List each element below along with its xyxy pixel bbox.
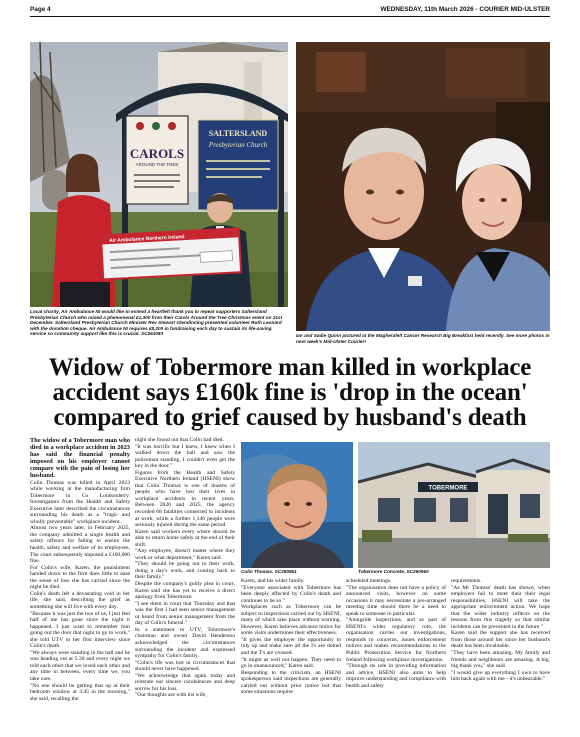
article-lead: The widow of a Tobermore man who died in a workplace accident in 2023 has said the financial penalty imposed on his employer cannot compare with the pain of losing her husband. bbox=[30, 437, 131, 480]
photo-colin-thomas bbox=[241, 442, 353, 568]
article-column-3 bbox=[241, 578, 341, 696]
paragraph: Despite the company's guilty plea in court, Karen said she has yet to receive a direct apology from Tobermore. bbox=[135, 581, 235, 601]
paragraph: "As Mr Thomas' death has shown, when employers fail to meet their their legal responsibilities, HSENI will take the appropriate enforcement action. We hope that the wider industry reflects on the lessons from this tragedy so that similar incidents can be prevented in the future." bbox=[451, 584, 550, 630]
church-sign-subtitle: Presbyterian Church bbox=[208, 141, 268, 149]
paragraph: scheduled meetings. bbox=[346, 578, 392, 584]
paragraph: "No one should be getting that up at their bedroom window at 3:45 in the morning," she said, recalling the bbox=[30, 682, 130, 702]
paragraph: "Because it was just the two of us, I just feel half of me has gone since the night it happened. I just want to remember him going out the door that night to go to work," she told UTV in her first interview since Colin's death. bbox=[30, 610, 130, 650]
paragraph: Karen said the support she has received from those around her since her husband's death has been invaluable. bbox=[451, 630, 550, 650]
paragraph: Figures from the Health and Safety Executive Northern Ireland (HSENI) show that Colin Thomas is one of dozens of people who have lost their lives in workplace accidents in recent years. Between 2020 and 2025, the agency recorded 68 fatalities connected to incidents at work, while a further 1,146 people were seriously injured during the same period. bbox=[135, 469, 235, 529]
cheque-title: Air Ambulance Northern Ireland bbox=[109, 234, 185, 245]
paragraph: "It might as well not happen. They need to go in unannounced," Karen said. bbox=[241, 656, 341, 670]
paragraph: Colin Thomas was killed in April 2023 while working at the manufacturing firm Tobermore in Co Londonderry. Investigators from the Health and Safety Executive later described the circumstances surrounding his death as a "tragic and wholly preventable" workplace incident. bbox=[30, 479, 130, 525]
paragraph: "Our thoughts are with his wife, bbox=[135, 692, 207, 699]
paragraph: Karen said workers every where should be able to return home safely at the end of their shift. bbox=[135, 528, 235, 548]
paragraph: requirements. bbox=[451, 578, 482, 584]
page-number: Page 4 bbox=[30, 6, 51, 13]
issue-date: WEDNESDAY, 11th March 2026 - COURIER MID-ULSTER bbox=[380, 6, 550, 13]
page-header bbox=[30, 5, 550, 17]
paragraph: Responding to the criticism, an HSENI spokesperson said inspections are generally carried out without prior notice but that some situations require bbox=[241, 669, 341, 696]
paragraph: "The organisation does not have a policy of announced visits, however on some occasions it may necessitate a pre-arranged meeting time should there be a need to speak to someone in particular. bbox=[346, 584, 446, 617]
paragraph: "Alongside inspections, and as part of HSENI's wider regulatory role, the organisation carries out investigations, responds to concerns, issues enforcement notices and makes recommendations to the Public Prosecution Service for Northern Ireland following workplace investigations. bbox=[346, 617, 446, 663]
main-headline: Widow of Tobermore man killed in workplace accident says £160k fine is 'drop in the ocean' compared to grief caused by husband's death bbox=[48, 354, 532, 431]
photo-quinn-couple bbox=[296, 42, 550, 331]
paragraph: "Everyone associated with Tobermore has been deeply affected by Colin's death and continues to be so." bbox=[241, 584, 341, 604]
poster-title: CAROLS bbox=[129, 146, 185, 161]
photo-church-donation bbox=[30, 42, 288, 307]
paragraph: Workplaces such as Tobermore can be subject to inspections carried out by HSENI, many of which take place without warning. However, Karen believes advance notice for some visits undermines their effectiveness. bbox=[241, 604, 341, 637]
article-column-4 bbox=[346, 578, 446, 689]
paragraph: "They should be going out to their work, doing a day's work, and coming back to their family." bbox=[135, 561, 235, 581]
paragraph: "Any employee, doesn't matter where they work or what department," Karen said. bbox=[135, 548, 235, 561]
paragraph: "It was horrific but I knew, I knew when I walked down the hall and saw the policeman standing, I couldn't even get the key in the door." bbox=[135, 443, 235, 470]
paragraph: "We always were standing in the hall and he was heading out at 5:30 and every night we told each other that we loved each other and any time in between, every time we, you take care. bbox=[30, 649, 130, 682]
paragraph: For Colin's wife, Karen, the punishment handed down to the firm does little to ease the sense of loss she has carried since the night he died. bbox=[30, 564, 130, 591]
article-column-1 bbox=[30, 437, 130, 702]
church-sign-name: SALTERSLAND bbox=[208, 129, 268, 138]
paragraph: In a statement to UTV, Tobermore's chairman and owner David Henderson acknowledged the circumstances surrounding the incident and expressed sympathy for Colin's family. bbox=[135, 626, 235, 660]
photo-caption-quinn: Ian and Sadie Quinn pictured at the Magherafelt Cancer Research Big Breakfast held recently. See more photos in next week's Mid-Ulster Courier! bbox=[296, 333, 550, 344]
paragraph: Karen, and his wider family. bbox=[241, 578, 305, 584]
article-column-2 bbox=[135, 437, 235, 699]
building-sign: TOBERMORE bbox=[428, 485, 468, 492]
photo-caption-church: Local charity, Air Ambulance NI would like to extend a heartfelt thank you to repeat supporters Saltersland Presbyterian Church who raised a phenomenal £1,300 from their Carols Around the Tree Christmas event on 21st December. Saltersland Presbyterian Church Minister Rev Stewart Glendinning presented volunteer Ruth Leonard with the donation cheque. Air Ambulance NI requires £8,200 in fundraising each day to sustain its life-saving service so community support like this is crucial. SC261083 bbox=[30, 309, 283, 337]
paragraph: "It gives the employer the opportunity to tidy up and make sure all the I's are dotted and the T's are crossed. bbox=[241, 636, 341, 657]
photo-caption-building: Tobermore Concrete. SC260960 bbox=[358, 569, 429, 574]
paragraph: Colin's death left a devastating void in her life, she said, describing the grief as something she will live with every day. bbox=[30, 590, 130, 610]
paragraph: "I would give up everything I own to have him back again with me - it's unbearable." bbox=[451, 669, 550, 683]
paragraph: "We acknowledge that again today and reiterate our sincere condolences and deep sorrow for his loss. bbox=[135, 672, 235, 692]
paragraph: "They have been amazing. My family and friends and neighbours are amazing. A big, big thank you," she said. bbox=[451, 650, 550, 670]
paragraph: "Through its role in providing information and advice, HSENI also aims to help improve understanding and compliance with health and safety bbox=[346, 663, 446, 689]
paragraph: "Colin's life was lost in circumstances that should never have happened. bbox=[135, 659, 235, 673]
paragraph: night she found out that Colin had died. bbox=[135, 437, 224, 443]
photo-tobermore-building bbox=[358, 442, 550, 568]
article-column-5 bbox=[451, 578, 550, 683]
paragraph: Almost two years later, in February 2025, the company admitted a single health and safety offence for failing to ensure the health, safety and welfare of its employees. The court subsequently imposed a £160,000 fine. bbox=[30, 525, 130, 565]
paragraph: "I see them in court that Thursday and that was the first I had seen senior management or heard from senior management from the day of Colin's funeral." bbox=[135, 600, 235, 627]
photo-caption-colin: Colin Thomas. SC260961 bbox=[241, 569, 297, 574]
poster-subtitle: AROUND THE TREE bbox=[135, 162, 179, 167]
